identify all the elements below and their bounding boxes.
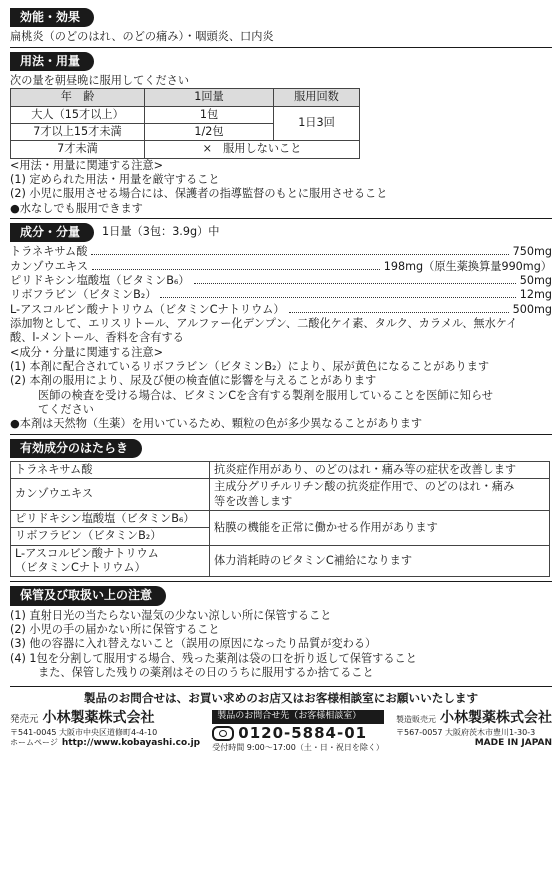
ingredient-row (10, 274, 552, 288)
ingredient-name: ピリドキシン塩酸塩（ビタミンB₆） (11, 511, 209, 528)
table-header-row (11, 89, 360, 106)
dose-cell: 1包 (145, 106, 274, 123)
ingredients-section (10, 219, 552, 435)
seller-name: 小林製薬株式会社 (42, 710, 155, 727)
ingredient-name: ピリドキシン塩酸塩（ビタミンB₆） (10, 274, 190, 288)
ingredients-daily-amount: 1日量（3包：3.9g）中 (102, 225, 220, 239)
storage-item: また、保管した残りの薬剤はその日のうちに服用するか捨てること (38, 665, 374, 679)
reception-hours: 受付時間 9:00〜17:00（土・日・祝日を除く） (212, 742, 384, 752)
ingredients-note: ●本剤は天然物（生薬）を用いているため、顆粒の色が多少異なることがあります (10, 417, 423, 431)
table-row (11, 479, 550, 511)
dosage-header: 用法・用量 (10, 52, 94, 71)
dosage-note: ●水なしでも服用できます (10, 201, 143, 215)
maker-address: 〒567-0057 大阪府茨木市豊川1-30-3 (395, 728, 536, 738)
age-cell: 大人（15才以上） (11, 106, 145, 123)
inquiry-label: 製品のお問合せ先（お客様相談室） (212, 710, 384, 724)
ingredient-amount: 750mg (512, 245, 552, 259)
homepage-label: ホームページ (10, 738, 58, 748)
footer (10, 710, 552, 753)
ingredient-cell: カンゾウエキス (11, 479, 210, 511)
storage-item: (2) 小児の手の届かない所に保管すること (10, 622, 220, 636)
dosage-section (10, 48, 552, 219)
ingredient-row (10, 303, 552, 317)
column-header-age: 年 齢 (11, 89, 145, 106)
ingredient-amount: 12mg (519, 288, 552, 302)
seller-address: 〒541-0045 大阪市中央区道修町4-4-10 (10, 728, 158, 738)
storage-item: (3) 他の容器に入れ替えないこと（誤用の原因になったり品質が変わる） (10, 637, 377, 651)
not-allowed-cell: × 服用しないこと (145, 141, 360, 158)
ingredient-name: （ビタミンCナトリウム） (15, 560, 146, 574)
ingredient-name: トラネキサム酸 (10, 245, 88, 259)
function-table (10, 461, 550, 577)
ingredient-amount: 50mg (519, 274, 552, 288)
function-section (10, 435, 552, 583)
ingredient-amount: 198mg（原生薬換算量990mg） (383, 259, 552, 273)
free-dial-icon (212, 726, 234, 741)
function-cell (210, 479, 550, 511)
age-cell: 7才以上15才未満 (11, 124, 145, 141)
ingredient-row (10, 245, 552, 259)
maker-label: 製造販売元 (395, 715, 436, 725)
dosage-note: (1) 定められた用法・用量を厳守すること (10, 173, 220, 187)
leader-dots (92, 269, 380, 270)
dose-cell: 1/2包 (145, 124, 274, 141)
leader-dots (194, 283, 516, 284)
leader-dots (289, 312, 509, 313)
frequency-cell: 1日3回 (274, 106, 360, 141)
function-cell: 粘膜の機能を正常に働かせる作用があります (210, 510, 550, 545)
ingredients-notes-title: <成分・分量に関連する注意> (10, 345, 163, 359)
inquiry-block (212, 710, 384, 753)
ingredients-note: (1) 本剤に配合されているリボフラビン（ビタミンB₂）により、尿が黄色になることがあります (10, 359, 490, 373)
storage-item: (4) 1包を分割して服用する場合、残った薬剤は袋の口を折り返して保管すること (10, 651, 417, 665)
leader-dots (91, 254, 508, 255)
ingredient-name: リボフラビン（ビタミンB₂） (15, 529, 162, 543)
table-row (11, 106, 360, 123)
ingredients-note: てください (38, 402, 94, 416)
maker-name: 小林製薬株式会社 (439, 710, 552, 727)
table-row (11, 510, 550, 545)
dosage-note: (2) 小児に服用させる場合には、保護者の指導監督のもとに服用させること (10, 187, 388, 201)
made-in-japan: MADE IN JAPAN (474, 738, 552, 749)
ingredient-row (10, 260, 552, 274)
age-cell: 7才未満 (11, 141, 145, 158)
effects-section (10, 4, 552, 48)
function-text: 主成分グリチルリチン酸の抗炎症作用で、のどのはれ・痛み (214, 480, 515, 494)
effects-header: 効能・効果 (10, 8, 94, 27)
ingredient-row (10, 288, 552, 302)
ingredient-cell (11, 545, 210, 577)
effects-text: 扁桃炎（のどのはれ、のどの痛み）・咽頭炎、口内炎 (10, 30, 274, 44)
ingredient-name: カンゾウエキス (10, 259, 89, 273)
dosage-table (10, 88, 360, 158)
storage-section (10, 582, 552, 680)
ingredient-name: リボフラビン（ビタミンB₂） (10, 288, 157, 302)
dosage-intro: 次の量を朝昼晩に服用してください (10, 74, 190, 88)
ingredient-amount: 500mg (512, 302, 552, 316)
ingredients-header: 成分・分量 (10, 223, 94, 242)
dosage-notes-title: <用法・用量に関連する注意> (10, 158, 163, 172)
phone-row (212, 724, 384, 743)
storage-item: (1) 直射日光の当たらない湿気の少ない涼しい所に保管すること (10, 608, 332, 622)
leader-dots (160, 297, 515, 298)
table-row (11, 461, 550, 478)
column-header-dose: 1回量 (145, 89, 274, 106)
function-header: 有効成分のはたらき (10, 439, 142, 458)
ingredient-name: L-アスコルビン酸ナトリウム（ビタミンCナトリウム） (10, 302, 285, 316)
ingredients-note: 医師の検査を受ける場合は、ビタミンCを含有する製剤を服用していることを医師に知らせ (38, 388, 493, 402)
table-row (11, 545, 550, 577)
phone-number[interactable]: 0120-5884-01 (238, 723, 368, 742)
seller-label: 発売元 (10, 714, 39, 726)
contact-headline: 製品のお問合せは、お買い求めのお店又はお客様相談室にお願いいたします (10, 686, 552, 706)
function-cell: 体力消耗時のビタミンC補給になります (210, 545, 550, 577)
ingredient-cell (11, 510, 210, 545)
function-cell: 抗炎症作用があり、のどのはれ・痛み等の症状を改善します (210, 461, 550, 478)
homepage-link[interactable]: http://www.kobayashi.co.jp (61, 738, 201, 749)
function-text: 等を改善します (214, 494, 293, 508)
additives-text: 酸、l-メントール、香料を含有する (10, 331, 184, 345)
maker-block (396, 710, 552, 750)
column-header-frequency: 服用回数 (274, 89, 360, 106)
storage-header: 保管及び取扱い上の注意 (10, 586, 166, 605)
ingredients-note: (2) 本剤の服用により、尿及び便の検査値に影響を与えることがあります (10, 374, 377, 388)
ingredient-name: L-アスコルビン酸ナトリウム (15, 546, 159, 560)
table-row (11, 141, 360, 158)
ingredient-cell: トラネキサム酸 (11, 461, 210, 478)
additives-text: 添加物として、エリスリトール、アルファー化デンプン、二酸化ケイ素、タルク、カラメル、無水ケイ (10, 317, 518, 330)
seller-block (10, 710, 200, 750)
